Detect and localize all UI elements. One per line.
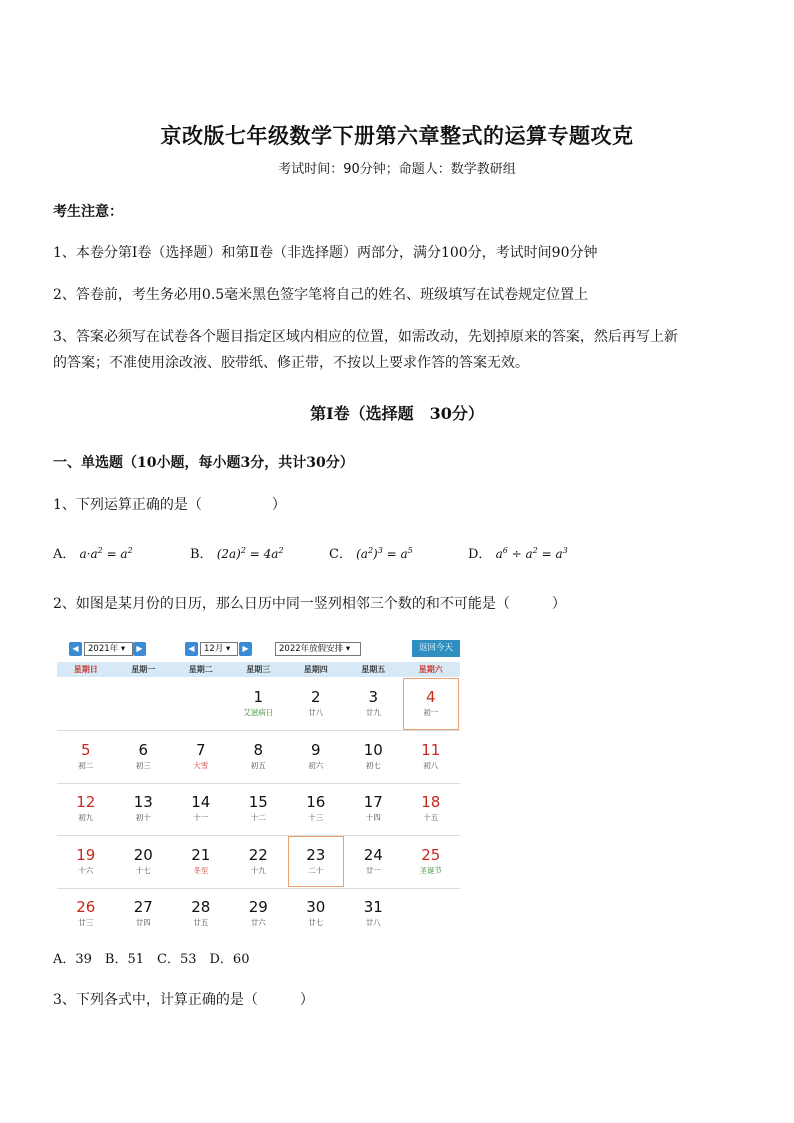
calendar-day-cell[interactable] [172, 889, 230, 941]
calendar-day-cell[interactable] [172, 732, 230, 784]
weekday-label: 星期一 [131, 665, 156, 674]
q1-option-c: C． $(a^2)^3 = a^5$ [329, 546, 413, 562]
lunar-date: 初七 [365, 760, 381, 770]
question-2-options: A．39 B．51 C．53 D．60 [53, 952, 250, 967]
lunar-date: 二十 [308, 865, 324, 875]
calendar-day-cell[interactable] [345, 679, 403, 731]
lunar-date: 十二 [250, 813, 266, 822]
exam-subtitle: 考试时间：90分钟；命题人：数学教研组 [278, 162, 516, 177]
lunar-date: 十四 [365, 813, 381, 822]
day-number: 15 [248, 793, 268, 811]
formula: $a^6 \div a^2 = a^3$ [495, 546, 568, 561]
lunar-date: 廿九 [365, 708, 381, 717]
calendar-day-cell[interactable] [287, 837, 345, 889]
calendar-day-cell[interactable] [57, 889, 115, 941]
calendar-day-cell[interactable] [115, 889, 173, 941]
calendar-day-cell[interactable] [172, 784, 230, 836]
calendar-day-cell[interactable] [345, 784, 403, 836]
calendar-day-cell[interactable] [172, 837, 230, 889]
lunar-date: 初九 [78, 813, 94, 822]
day-number: 11 [421, 740, 441, 759]
lunar-date: 廿六 [250, 918, 266, 927]
lunar-date: 廿七 [308, 918, 324, 927]
lunar-date: 初一 [423, 708, 439, 717]
day-number: 13 [133, 793, 153, 811]
month-select[interactable]: 12月 ▾ [200, 642, 238, 656]
day-number: 20 [133, 845, 153, 864]
holiday-select[interactable]: 2022年放假安排 ▾ [275, 642, 361, 656]
q1-option-b: B． $(2a)^2 = 4a^2$ [190, 546, 284, 562]
day-number: 6 [138, 740, 149, 759]
lunar-date: 初十 [135, 813, 151, 822]
lunar-date: 十五 [423, 813, 439, 822]
lunar-date: 初五 [250, 760, 266, 770]
chevron-down-icon: ▾ [226, 644, 231, 654]
weekday-label: 星期五 [361, 665, 386, 674]
lunar-date: 初八 [423, 760, 439, 770]
year-select[interactable]: 2021年 ▾ [84, 642, 133, 656]
lunar-date: 初六 [308, 760, 324, 770]
day-number: 18 [421, 793, 441, 811]
lunar-date: 冬至 [193, 865, 209, 875]
next-month-button[interactable]: ▶ [239, 642, 252, 656]
calendar-day-cell[interactable] [57, 784, 115, 836]
weekday-label: 星期三 [246, 665, 271, 674]
question-3-stem: 3、下列各式中，计算正确的是（ ） [53, 992, 314, 1008]
day-number: 27 [133, 898, 153, 916]
notice-heading: 考生注意： [53, 204, 123, 220]
lunar-date: 廿一 [365, 865, 381, 875]
part-title: 一、单选题（10小题，每小题3分，共计30分） [53, 455, 354, 471]
lunar-date: 十三 [308, 813, 324, 822]
day-number: 4 [425, 688, 436, 706]
lunar-date: 十一 [193, 813, 209, 822]
day-number: 7 [195, 740, 206, 759]
q1-option-d: D． $a^6 \div a^2 = a^3$ [468, 546, 568, 562]
question-2-stem: 2、如图是某月份的日历，那么日历中同一竖列相邻三个数的和不可能是（ ） [53, 596, 566, 612]
calendar-day-cell[interactable] [230, 889, 288, 941]
prev-month-button[interactable]: ◀ [185, 642, 198, 656]
day-number: 14 [191, 793, 211, 811]
day-number: 26 [76, 898, 96, 916]
calendar-day-cell[interactable] [230, 784, 288, 836]
calendar-day-cell[interactable] [230, 679, 288, 731]
day-number: 17 [363, 793, 383, 811]
calendar-day-cell[interactable] [402, 784, 460, 836]
day-number: 22 [248, 845, 268, 864]
day-number: 25 [421, 845, 441, 864]
weekday-label: 星期日 [73, 665, 98, 674]
day-number: 10 [363, 740, 383, 759]
lunar-date: 廿八 [365, 918, 381, 927]
weekday-label: 星期四 [303, 665, 328, 674]
lunar-date: 初三 [135, 760, 151, 770]
next-year-button[interactable]: ▶ [133, 642, 146, 656]
lunar-date: 十九 [250, 865, 266, 875]
section-title: 第Ⅰ卷（选择题 30分） [310, 404, 484, 423]
calendar-day-cell[interactable] [287, 889, 345, 941]
calendar-day-cell[interactable] [287, 679, 345, 731]
calendar-day-cell[interactable] [402, 837, 460, 889]
day-number: 1 [253, 688, 264, 706]
calendar-day-cell[interactable] [115, 837, 173, 889]
lunar-date: 大雪 [193, 760, 209, 770]
lunar-date: 十六 [78, 865, 94, 875]
calendar-day-cell[interactable] [345, 889, 403, 941]
q1-option-a: A． $a\cdot a^2 = a^2$ [53, 546, 133, 562]
lunar-date: 圣诞节 [419, 865, 442, 875]
chevron-down-icon: ▾ [345, 644, 351, 654]
day-number: 28 [191, 898, 211, 916]
day-number: 9 [310, 740, 321, 759]
calendar-day-cell[interactable] [287, 732, 345, 784]
lunar-date: 廿八 [308, 708, 324, 717]
day-number: 2 [310, 688, 321, 706]
calendar-day-cell[interactable] [230, 732, 288, 784]
lunar-date: 廿四 [135, 918, 151, 927]
formula: $(a^2)^3 = a^5$ [356, 546, 413, 561]
calendar-day-cell[interactable] [287, 784, 345, 836]
calendar-day-cell[interactable] [57, 837, 115, 889]
calendar-day-cell[interactable] [230, 837, 288, 889]
notice-item: 的答案；不准使用涂改液、胶带纸、修正带，不按以上要求作答的答案无效。 [53, 355, 529, 371]
lunar-date: 艾滋病日 [243, 708, 274, 717]
calendar-day-cell[interactable] [115, 732, 173, 784]
question-1-stem: 1、下列运算正确的是（ ） [53, 497, 286, 513]
lunar-date: 初二 [78, 760, 94, 770]
formula: $(2a)^2 = 4a^2$ [216, 546, 284, 561]
day-number: 24 [363, 845, 383, 864]
calendar-day-cell[interactable] [57, 732, 115, 784]
lunar-date: 十七 [135, 865, 151, 875]
formula: $a\cdot a^2 = a^2$ [79, 546, 133, 561]
weekday-header [57, 662, 460, 677]
weekday-label: 星期二 [188, 665, 213, 674]
lunar-date: 廿三 [78, 918, 94, 927]
prev-year-button[interactable]: ◀ [69, 642, 82, 656]
calendar-day-cell[interactable] [402, 732, 460, 784]
day-number: 21 [191, 845, 211, 864]
day-number: 19 [76, 845, 96, 864]
day-number: 5 [80, 740, 91, 759]
day-number: 23 [306, 845, 326, 864]
notice-item: 1、本卷分第Ⅰ卷（选择题）和第Ⅱ卷（非选择题）两部分，满分100分，考试时间90分钟 [53, 245, 598, 261]
weekday-label: 星期六 [418, 665, 443, 674]
lunar-date: 廿五 [193, 918, 209, 927]
calendar-day-cell[interactable] [345, 837, 403, 889]
notice-item: 2、答卷前，考生务必用0.5毫米黑色签字笔将自己的姓名、班级填写在试卷规定位置上 [53, 287, 589, 303]
chevron-down-icon: ▾ [120, 644, 126, 654]
day-number: 3 [368, 688, 379, 706]
page-title: 京改版七年级数学下册第六章整式的运算专题攻克 [160, 123, 634, 148]
calendar-day-cell[interactable] [115, 784, 173, 836]
calendar-day-cell[interactable] [402, 679, 460, 731]
day-number: 31 [363, 898, 383, 916]
calendar-figure [57, 638, 460, 930]
calendar-day-cell[interactable] [345, 732, 403, 784]
day-number: 16 [306, 793, 326, 811]
notice-item: 3、答案必须写在试卷各个题目指定区域内相应的位置，如需改动，先划掉原来的答案，然后再写上新 [53, 329, 678, 345]
day-number: 8 [253, 740, 264, 759]
day-number: 29 [248, 898, 268, 916]
today-button[interactable]: 返回今天 [412, 640, 460, 657]
day-number: 12 [76, 793, 96, 811]
day-number: 30 [306, 898, 326, 916]
